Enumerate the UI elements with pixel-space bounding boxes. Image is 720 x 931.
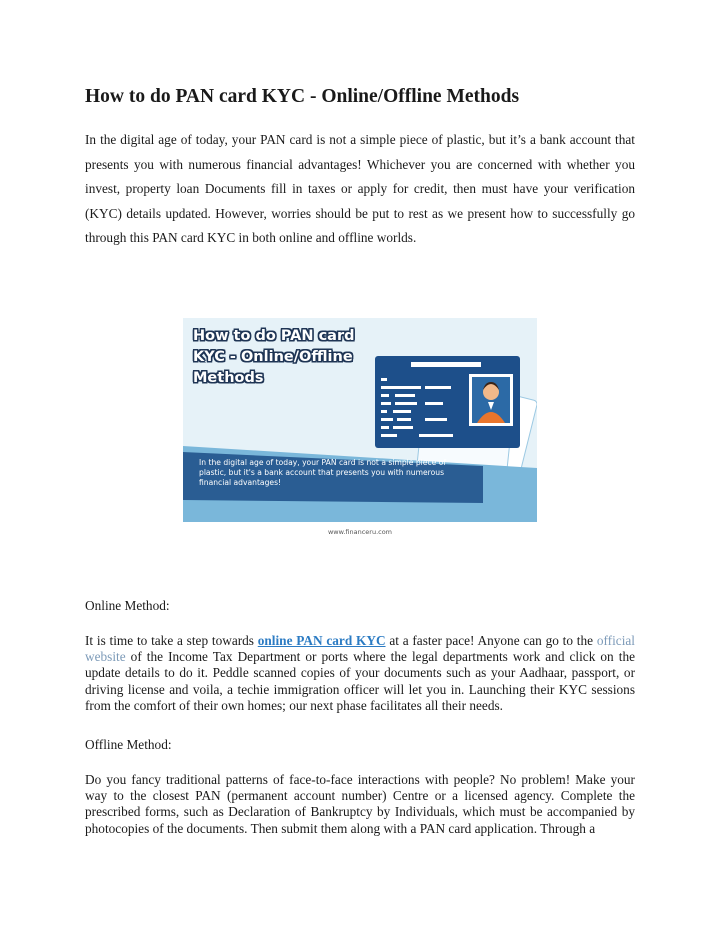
online-pan-kyc-link[interactable]: online PAN card KYC <box>257 633 386 648</box>
article-banner-image <box>183 318 537 522</box>
online-text-2: at a faster pace! Anyone can go to the <box>385 633 597 648</box>
online-method-paragraph <box>85 633 635 714</box>
banner-title: How to do PAN card KYC - Online/Offline Methods <box>193 328 355 386</box>
offline-method-heading: Offline Method: <box>85 737 172 752</box>
online-method-heading: Online Method: <box>85 598 170 613</box>
official-website-link[interactable]: official website <box>85 633 635 665</box>
intro-paragraph: In the digital age of today, your PAN card is not a simple piece of plastic, but it’s a bank account that presents you with numerous financial advantages! Whichever you are concerned with whether you invest, property loan Documents fill in taxes or apply for credit, then must have your verification (KYC) details updated. However, worries should be put to rest as we present how to successfully go through this PAN card KYC in both online and offline worlds. <box>85 132 635 246</box>
pan-card-icon <box>375 356 520 448</box>
offline-method-paragraph: Do you fancy traditional patterns of face-to-face interactions with people? No problem! Make your way to the closest PAN (permanent account number) Centre or a licensed agency. Complete the prescribed forms, such as Declaration of Bankruptcy by Individuals, which must be accompanied by photocopies of the documents. Then submit them along with a PAN card application. Through a <box>85 772 635 836</box>
banner-website-url: www.financeru.com <box>327 528 393 536</box>
page-title: How to do PAN card KYC - Online/Offline Methods <box>85 86 520 107</box>
online-text-1: It is time to take a step towards <box>85 633 258 648</box>
online-text-3: of the Income Tax Department or ports where the legal departments work and click on the update details to do it. Peddle scanned copies of your documents such as your Aadhaar, passport, or driving license and voila, a techie immigration officer will let you in. Launching their KYC sessions from the comfort of their own homes; our next phase facilitates all their needs. <box>85 649 635 713</box>
banner-caption: In the digital age of today, your PAN card is not a simple piece of plastic, but it's a bank account that presents you with numerous financial advantages! <box>199 458 447 487</box>
